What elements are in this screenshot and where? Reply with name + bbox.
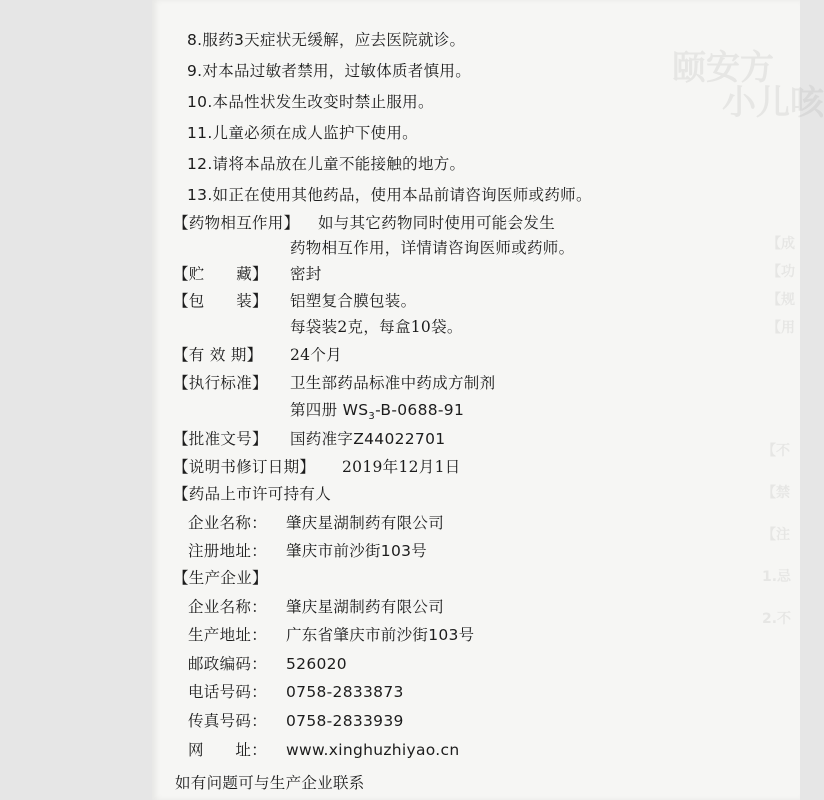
section-label-validity: 【有 效 期】 [173,346,263,364]
bleed-through-text: 【不 【禁 【注 1.忌 2.不 [762,443,792,627]
mfr-postcode: 526020 [286,655,347,673]
approval-value: 国药准字Z44022701 [290,430,446,448]
standard-text: 卫生部药品标准中药成方制剂 [290,374,496,392]
mfr-fax-label: 传真号码： [188,712,268,730]
interactions-text: 药物相互作用，详情请咨询医师或药师。 [290,239,575,257]
section-label-holder: 【药品上市许可持有人 [173,485,332,503]
packaging-text: 每袋装2克，每盒10袋。 [290,318,463,336]
packaging-text: 铝塑复合膜包装。 [290,292,417,310]
precaution-item: 8.服药3天症状无缓解，应去医院就诊。 [187,31,466,49]
footer-note: 如有问题可与生产企业联系 [175,774,365,792]
holder-address-label: 注册地址： [188,542,268,560]
bleed-through-text: 小儿咳 [722,83,824,123]
standard-code-prefix: 第四册 WS [290,401,369,419]
standard-code-suffix: -B-0688-91 [375,401,465,419]
section-label-manufacturer: 【生产企业】 [173,569,268,587]
holder-address: 肇庆市前沙街103号 [286,542,428,560]
mfr-postcode-label: 邮政编码： [188,655,268,673]
revision-value: 2019年12月1日 [342,458,461,476]
bleed-through-text: 【成 【功 【规 【用 [767,236,795,336]
holder-company-label: 企业名称： [188,514,268,532]
validity-value: 24个月 [290,346,342,364]
section-label-revision: 【说明书修订日期】 [173,458,316,476]
precaution-item: 11.儿童必须在成人监护下使用。 [187,124,418,142]
holder-company: 肇庆星湖制药有限公司 [286,514,445,532]
precaution-item: 10.本品性状发生改变时禁止服用。 [187,93,434,111]
standard-code-sub: 3 [368,411,376,423]
mfr-website: www.xinghuzhiyao.cn [286,741,460,759]
mfr-phone: 0758-2833873 [286,683,404,701]
standard-code [290,400,464,427]
bleed-through-text: 颐安方 [672,48,774,88]
section-label-storage: 【贮 藏】 [173,265,268,283]
mfr-phone-label: 电话号码： [188,683,268,701]
precaution-item: 13.如正在使用其他药品，使用本品前请咨询医师或药师。 [187,186,592,204]
precaution-item: 9.对本品过敏者禁用，过敏体质者慎用。 [187,62,471,80]
mfr-web-label: 网 址： [188,741,268,759]
storage-value: 密封 [290,265,322,283]
mfr-address-label: 生产地址： [188,626,268,644]
mfr-company-label: 企业名称： [188,598,268,616]
mfr-address: 广东省肇庆市前沙街103号 [286,626,475,644]
interactions-text: 如与其它药物同时使用可能会发生 [318,214,556,232]
section-label-interactions: 【药物相互作用】 [173,214,300,232]
precaution-item: 12.请将本品放在儿童不能接触的地方。 [187,155,466,173]
mfr-company: 肇庆星湖制药有限公司 [286,598,445,616]
mfr-fax: 0758-2833939 [286,712,404,730]
section-label-packaging: 【包 装】 [173,292,268,310]
section-label-standard: 【执行标准】 [173,374,268,392]
section-label-approval: 【批准文号】 [173,430,268,448]
